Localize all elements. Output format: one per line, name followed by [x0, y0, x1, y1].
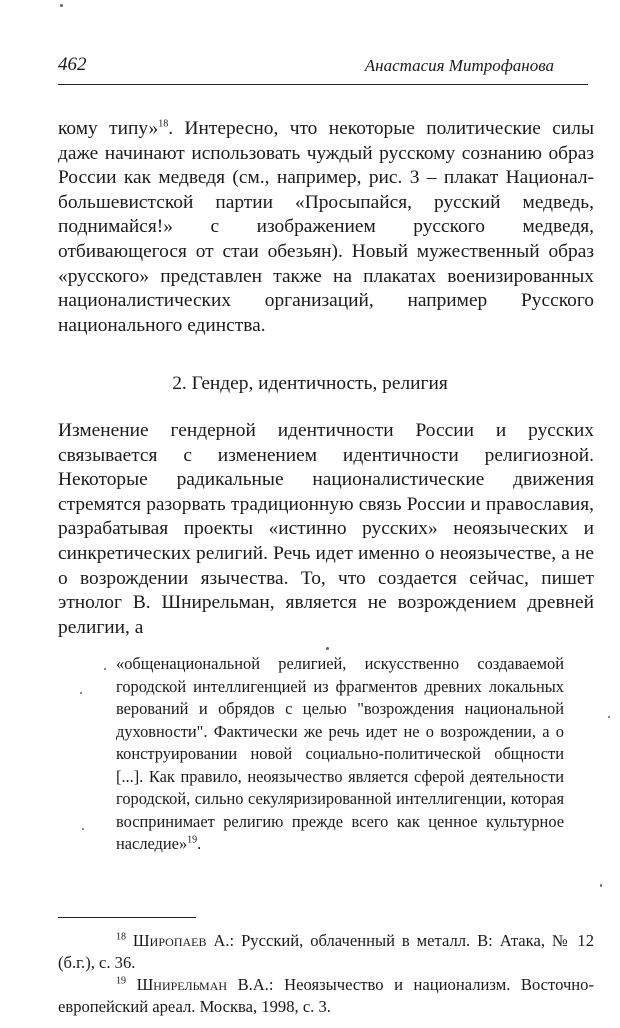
- footnote-19-number: 19: [116, 975, 126, 987]
- footnote-ref-18[interactable]: 18: [158, 118, 169, 130]
- paragraph-1-text-a: кому типу»: [58, 118, 159, 139]
- page-header: [58, 52, 588, 85]
- paragraph-1: [58, 117, 594, 338]
- scan-speck: [60, 4, 63, 7]
- page-number: 462: [58, 54, 87, 75]
- footnote-18-number: 18: [116, 931, 126, 943]
- footnote-19-text: Неоязычество и национализм. Восточно-европейский ареал. Москва, 1998, с. 3.: [58, 975, 594, 1016]
- scan-speck: [104, 668, 106, 670]
- footnote-19-author: Шнирельман В.А.:: [136, 975, 274, 994]
- footnote-separator: [58, 917, 196, 918]
- block-quote-text: «общенациональной религией, искусственно создаваемой городской интеллигенцией из фрагментов древних локальных верований и обрядов с целью "возрождения национальной духовности". Фактически же речь идет не о возрождении, а о конструировании новой социально-политической общности [...]. Как правило, неоязычество является сферой деятельности городской, сильно секуляризированной интеллигенции, которая воспринимает религию прежде всего как ценное культурное наследие»: [116, 654, 564, 853]
- scan-speck: [80, 692, 82, 694]
- scan-speck: [600, 884, 602, 887]
- paragraph-1-text-b: . Интересно, что некоторые политические силы даже начинают использовать чуждый русскому сознанию образ России как медведя (см., например, рис. 3 – плакат Национал-большевистской партии «Просыпайся, русский медведь, поднимайся!» с изображением русского медведя, отбивающегося от стаи обезьян). Новый мужественный образ «русского» представлен также на плакатах военизированных националистических организаций, например Русского национального единства.: [58, 118, 594, 336]
- section-title: 2. Гендер, идентичность, религия: [172, 373, 448, 394]
- scan-speck: [82, 828, 84, 830]
- footnote-ref-19[interactable]: 19: [187, 834, 198, 846]
- footnote-19: [58, 974, 594, 1017]
- footnote-18-author: Широпаев А.:: [132, 931, 235, 950]
- footnote-18: [58, 930, 594, 973]
- scan-speck: [608, 716, 610, 718]
- running-head: Анастасия Митрофанова: [364, 56, 554, 75]
- scan-speck: [326, 647, 329, 650]
- footnote-18-text: Русский, облаченный в металл. В: Атака, № 12 (б.г.), с. 36.: [58, 931, 595, 972]
- paragraph-2: Изменение гендерной идентичности России и русских связывается с изменением идентичности религиозной. Некоторые радикальные националистические движения стремятся разорвать традиционную связь России и православия, разрабатывая проекты «истинно русских» неоязыческих и синкретических религий. Речь идет именно о неоязычестве, а не о возрождении язычества. То, что создается сейчас, пишет этнолог В. Шнирельман, является не возрождением древней религии, а: [58, 420, 594, 638]
- block-quote: «общенациональной религией, искусственно создаваемой городской интеллигенцией из фрагментов древних локальных верований и обрядов с целью "возрождения национальной духовности". Фактически же речь идет не о возрождении, а о конструировании новой социально-политической общности [...]. Как правило, неоязычество является сферой деятельности городской, сильно секуляризированной интеллигенции, которая воспринимает религию прежде всего как ценное культурное наследие»$^{19}$.: [116, 654, 564, 853]
